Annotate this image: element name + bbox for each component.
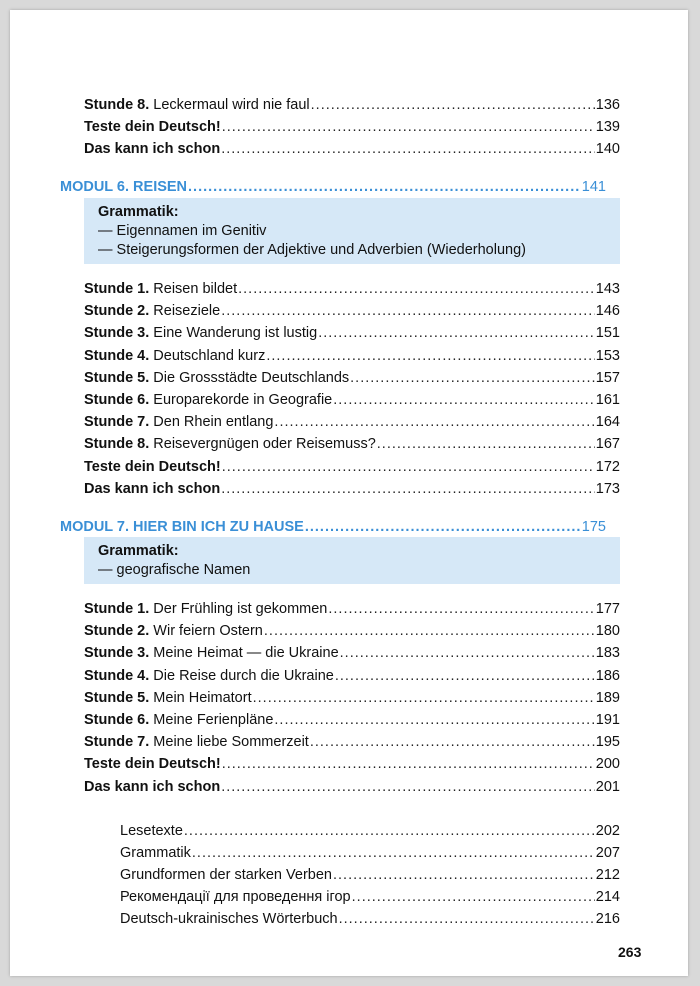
- entry-page: 161: [595, 392, 620, 408]
- entry-title: Meine Heimat — die Ukraine: [153, 645, 339, 662]
- toc-entry: [84, 689, 620, 707]
- entry-number: Stunde 7.: [84, 734, 150, 751]
- entry-number: Stunde 2.: [84, 303, 150, 320]
- entry-number: Stunde 6.: [84, 392, 150, 408]
- entry-title: Reiseziele: [153, 303, 221, 320]
- entry-title: Deutsch-ukrainisches Wörterbuch: [120, 911, 338, 927]
- entry-number: Teste dein Deutsch!: [84, 458, 221, 475]
- dot-leader: [192, 844, 595, 862]
- entry-page: 214: [595, 889, 620, 905]
- entry-number: Das kann ich schon: [84, 141, 221, 157]
- toc-entry: [120, 822, 620, 840]
- entry-title: Reisevergnügen oder Reisemuss?: [153, 436, 376, 453]
- entry-number: Teste dein Deutsch!: [84, 119, 221, 135]
- grammar-box: [84, 537, 620, 584]
- entry-page: 167: [595, 436, 620, 453]
- toc-entry: [84, 140, 620, 158]
- entry-title: Der Frühling ist gekommen: [153, 601, 328, 617]
- entry-page: 200: [595, 756, 620, 773]
- entry-page: 201: [595, 778, 620, 795]
- entry-number: Das kann ich schon: [84, 480, 221, 497]
- dot-leader: [274, 711, 594, 729]
- grammar-item: — geografische Namen: [98, 562, 251, 578]
- dot-leader: [339, 910, 595, 928]
- entry-page: 186: [595, 667, 620, 684]
- dot-leader: [266, 347, 594, 365]
- entry-page: 202: [595, 823, 620, 839]
- toc-entry: [84, 435, 620, 453]
- dot-leader: [221, 480, 595, 498]
- toc-entry: [84, 458, 620, 476]
- entry-title: Leckermaul wird nie faul: [153, 97, 310, 113]
- entry-title: Die Grossstädte Deutschlands: [153, 369, 350, 386]
- modul-title: MODUL 6. REISEN: [60, 179, 188, 195]
- document-page: [10, 10, 688, 976]
- entry-page: 191: [595, 712, 620, 728]
- entry-page: 153: [595, 347, 620, 364]
- entry-number: Stunde 3.: [84, 325, 150, 342]
- entry-page: 173: [595, 480, 620, 497]
- entry-page: 164: [595, 414, 620, 431]
- entry-number: Stunde 6.: [84, 712, 150, 728]
- toc-entry: [84, 733, 620, 751]
- entry-page: 207: [595, 845, 620, 861]
- dot-leader: [335, 667, 595, 685]
- dot-leader: [333, 866, 595, 884]
- entry-number: Stunde 1.: [84, 601, 150, 617]
- dot-leader: [238, 280, 595, 298]
- toc-entry: [84, 302, 620, 320]
- toc-entry: [84, 600, 620, 618]
- dot-leader: [221, 140, 595, 158]
- toc-entry: [120, 844, 620, 862]
- grammar-item: — Eigennamen im Genitiv: [98, 223, 267, 239]
- modul-page: 175: [581, 519, 606, 535]
- grammar-title: Grammatik:: [98, 204, 179, 220]
- dot-leader: [333, 391, 595, 409]
- entry-page: 136: [595, 97, 620, 113]
- entry-number: Stunde 5.: [84, 689, 150, 706]
- entry-number: Stunde 7.: [84, 414, 150, 431]
- entry-page: 139: [595, 119, 620, 135]
- entry-title: Meine Ferienpläne: [153, 712, 274, 728]
- toc-entry: [84, 480, 620, 498]
- toc-entry: [84, 755, 620, 773]
- dot-leader: [350, 369, 595, 387]
- grammar-title: Grammatik:: [98, 543, 179, 559]
- entry-title: Meine liebe Sommerzeit: [153, 734, 309, 751]
- entry-title: Рекомендації для проведення ігор: [120, 889, 351, 905]
- dot-leader: [221, 302, 595, 320]
- page-number: 263: [618, 944, 642, 960]
- toc-entry: [84, 280, 620, 298]
- dot-leader: [264, 622, 595, 640]
- dot-leader: [274, 413, 594, 431]
- modul-page: 141: [581, 179, 606, 195]
- toc-entry: [84, 96, 620, 114]
- entry-page: 195: [595, 734, 620, 751]
- entry-page: 216: [595, 911, 620, 927]
- modul-title: MODUL 7. HIER BIN ICH ZU HAUSE: [60, 519, 304, 535]
- dot-leader: [311, 96, 595, 114]
- entry-number: Stunde 4.: [84, 347, 150, 364]
- entry-title: Eine Wanderung ist lustig: [153, 325, 318, 342]
- toc-entry: [84, 391, 620, 409]
- entry-number: Stunde 8.: [84, 97, 150, 113]
- entry-title: Deutschland kurz: [153, 347, 266, 364]
- entry-number: Das kann ich schon: [84, 778, 221, 795]
- dot-leader: [310, 733, 595, 751]
- toc-entry: [84, 778, 620, 796]
- dot-leader: [352, 888, 595, 906]
- dot-leader: [221, 778, 595, 796]
- dot-leader: [340, 644, 595, 662]
- entry-title: Europarekorde in Geografie: [153, 392, 333, 408]
- entry-number: Stunde 5.: [84, 369, 150, 386]
- modul-heading: [60, 518, 606, 536]
- grammar-box: [84, 198, 620, 264]
- entry-number: Stunde 3.: [84, 645, 150, 662]
- entry-title: Reisen bildet: [153, 281, 238, 297]
- toc-entry: [84, 711, 620, 729]
- entry-title: Lesetexte: [120, 823, 183, 839]
- toc-entry: [84, 622, 620, 640]
- entry-title: Grundformen der starken Verben: [120, 867, 332, 883]
- dot-leader: [222, 755, 595, 773]
- grammar-item: — Steigerungsformen der Adjektive und Adverbien (Wiederholung): [98, 242, 526, 258]
- modul-heading: [60, 178, 606, 196]
- entry-number: Stunde 1.: [84, 281, 150, 297]
- entry-page: 177: [595, 601, 620, 617]
- toc-entry: [84, 347, 620, 365]
- dot-leader: [184, 822, 595, 840]
- entry-page: 189: [595, 689, 620, 706]
- entry-page: 157: [595, 369, 620, 386]
- entry-page: 143: [595, 281, 620, 297]
- entry-title: Die Reise durch die Ukraine: [153, 667, 334, 684]
- dot-leader: [377, 435, 595, 453]
- entry-page: 180: [595, 623, 620, 640]
- toc-entry: [84, 118, 620, 136]
- dot-leader: [328, 600, 594, 618]
- entry-page: 140: [595, 141, 620, 157]
- entry-title: Grammatik: [120, 845, 191, 861]
- entry-number: Stunde 4.: [84, 667, 150, 684]
- toc-entry: [84, 413, 620, 431]
- dot-leader: [305, 518, 581, 536]
- dot-leader: [188, 178, 581, 196]
- dot-leader: [222, 118, 595, 136]
- toc-entry: [120, 866, 620, 884]
- dot-leader: [318, 324, 595, 342]
- entry-page: 183: [595, 645, 620, 662]
- entry-page: 212: [595, 867, 620, 883]
- entry-page: 172: [595, 458, 620, 475]
- entry-title: Den Rhein entlang: [153, 414, 274, 431]
- toc-entry: [84, 644, 620, 662]
- toc-entry: [84, 324, 620, 342]
- entry-number: Stunde 2.: [84, 623, 150, 640]
- dot-leader: [253, 689, 595, 707]
- toc-entry: [84, 667, 620, 685]
- entry-title: Wir feiern Ostern: [153, 623, 263, 640]
- toc-entry: [120, 888, 620, 906]
- entry-number: Stunde 8.: [84, 436, 150, 453]
- toc-entry: [84, 369, 620, 387]
- entry-number: Teste dein Deutsch!: [84, 756, 221, 773]
- dot-leader: [222, 458, 595, 476]
- entry-page: 146: [595, 303, 620, 320]
- toc-entry: [120, 910, 620, 928]
- entry-page: 151: [595, 325, 620, 342]
- entry-title: Mein Heimatort: [153, 689, 252, 706]
